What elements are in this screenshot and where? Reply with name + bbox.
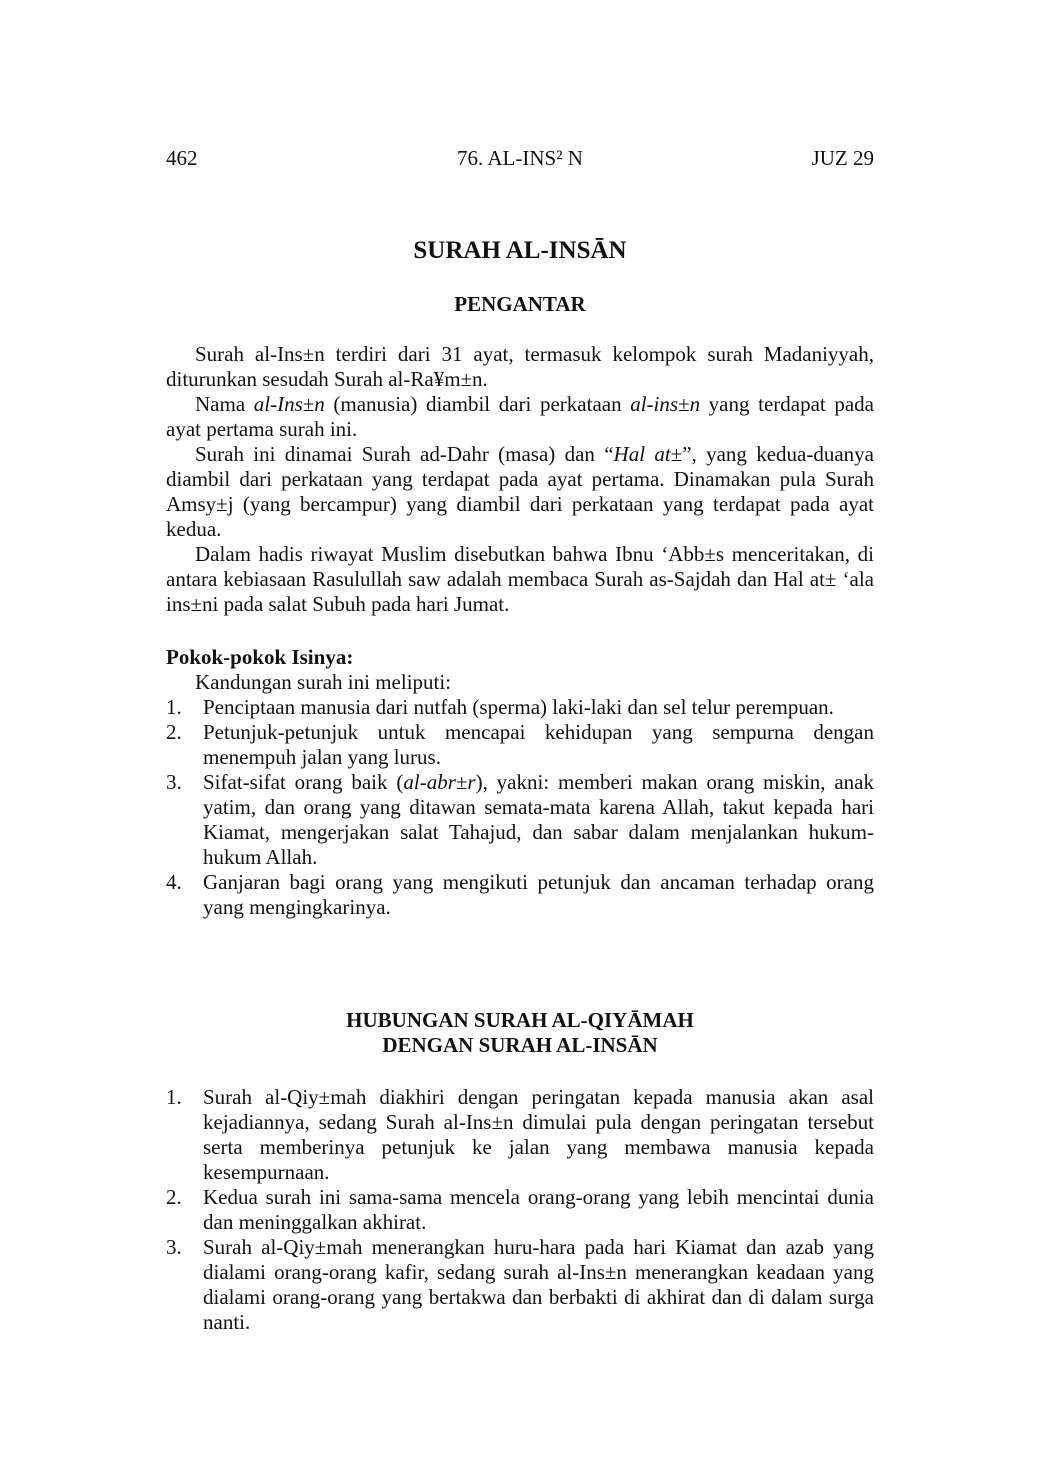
text-run: Surah ini dinamai Surah ad-Dahr (masa) dan “ [195,442,614,466]
intro-paragraph-2 [166,392,874,442]
chapter-name: 76. AL-INS² N [457,146,583,170]
text-run: ”, yang kedua-duanya diambil dari perkataan yang terdapat pada ayat pertama. Dinamakan pula Surah Amsy±j (yang bercampur) yang diambil dari perkataan yang terdapat pada ayat kedua. [166,442,874,541]
item-text: Ganjaran bagi orang yang mengikuti petunjuk dan ancaman terhadap orang yang mengingkarinya. [203,870,874,919]
item-text: ), yakni: memberi makan orang miskin, anak yatim, dan orang yang ditawan semata-mata karena Allah, takut kepada hari Kiamat, mengerjakan salat Tahajud, dan sabar dalam menjalankan hukum-hukum Allah. [203,770,874,869]
item-number: 1. [166,1085,182,1109]
item-text: Surah al-Qiy±mah diakhiri dengan peringatan kepada manusia akan asal kejadiannya, sedang Surah al-Ins±n dimulai pula dengan peringatan tersebut serta memberinya petunjuk ke jalan yang membawa manusia kepada kesempurnaan. [203,1085,874,1184]
item-text: Kedua surah ini sama-sama mencela orang-orang yang lebih mencintai dunia dan meninggalkan akhirat. [203,1185,874,1234]
page-number: 462 [166,146,198,170]
item-text: Sifat-sifat orang baik ( [203,770,404,794]
list-item [166,720,874,770]
page-title: SURAH AL-INSĀN [413,237,627,264]
pokok-lead: Kandungan surah ini meliputi: [195,670,452,694]
item-number: 2. [166,720,182,744]
text-run: yang terdapat pada ayat pertama surah ini. [166,392,874,441]
hubungan-section [166,1085,874,1335]
intro-section [166,342,874,617]
italic-term: al-ins±n [630,392,701,416]
list-item [166,695,874,720]
item-number: 3. [166,1235,182,1259]
intro-paragraph-4: Dalam hadis riwayat Muslim disebutkan bahwa Ibnu ‘Abb±s menceritakan, di antara kebiasaan Rasulullah saw adalah membaca Surah as-Sajdah dan Hal at± ‘ala ins±ni pada salat Subuh pada hari Jumat. [166,542,874,616]
intro-heading: PENGANTAR [454,292,586,316]
italic-term: al-Ins±n [253,392,325,416]
list-item [166,1085,874,1185]
hubungan-heading [166,1008,874,1058]
item-number: 2. [166,1185,182,1209]
list-item [166,1235,874,1335]
text-run: Nama [195,392,254,416]
hubungan-heading-line-2: DENGAN SURAH AL-INSĀN [382,1033,658,1057]
text-run: (manusia) diambil dari perkataan [324,392,631,416]
item-number: 3. [166,770,182,794]
pokok-section [166,645,874,920]
pokok-list [166,695,874,920]
running-header [166,146,874,172]
item-number: 1. [166,695,182,719]
list-item [166,870,874,920]
pokok-heading: Pokok-pokok Isinya: [166,645,354,669]
item-text: Penciptaan manusia dari nutfah (sperma) laki-laki dan sel telur perempuan. [203,695,834,719]
intro-paragraph-3 [166,442,874,542]
italic-term: Hal at± [613,442,683,466]
italic-term: al-abr±r [403,770,476,794]
hubungan-list [166,1085,874,1335]
list-item [166,770,874,870]
item-text: Surah al-Qiy±mah menerangkan huru-hara pada hari Kiamat dan azab yang dialami orang-orang kafir, sedang surah al-Ins±n menerangkan keadaan yang dialami orang-orang yang bertakwa dan berbakti di akhirat dan di dalam surga nanti. [203,1235,874,1334]
juz-label: JUZ 29 [811,146,874,170]
item-text: Petunjuk-petunjuk untuk mencapai kehidupan yang sempurna dengan menempuh jalan yang lurus. [203,720,874,769]
item-number: 4. [166,870,182,894]
intro-paragraph-1: Surah al-Ins±n terdiri dari 31 ayat, termasuk kelompok surah Madaniyyah, diturunkan sesudah Surah al-Ra¥m±n. [166,342,874,391]
hubungan-heading-line-1: HUBUNGAN SURAH AL-QIYĀMAH [346,1008,694,1032]
list-item [166,1185,874,1235]
